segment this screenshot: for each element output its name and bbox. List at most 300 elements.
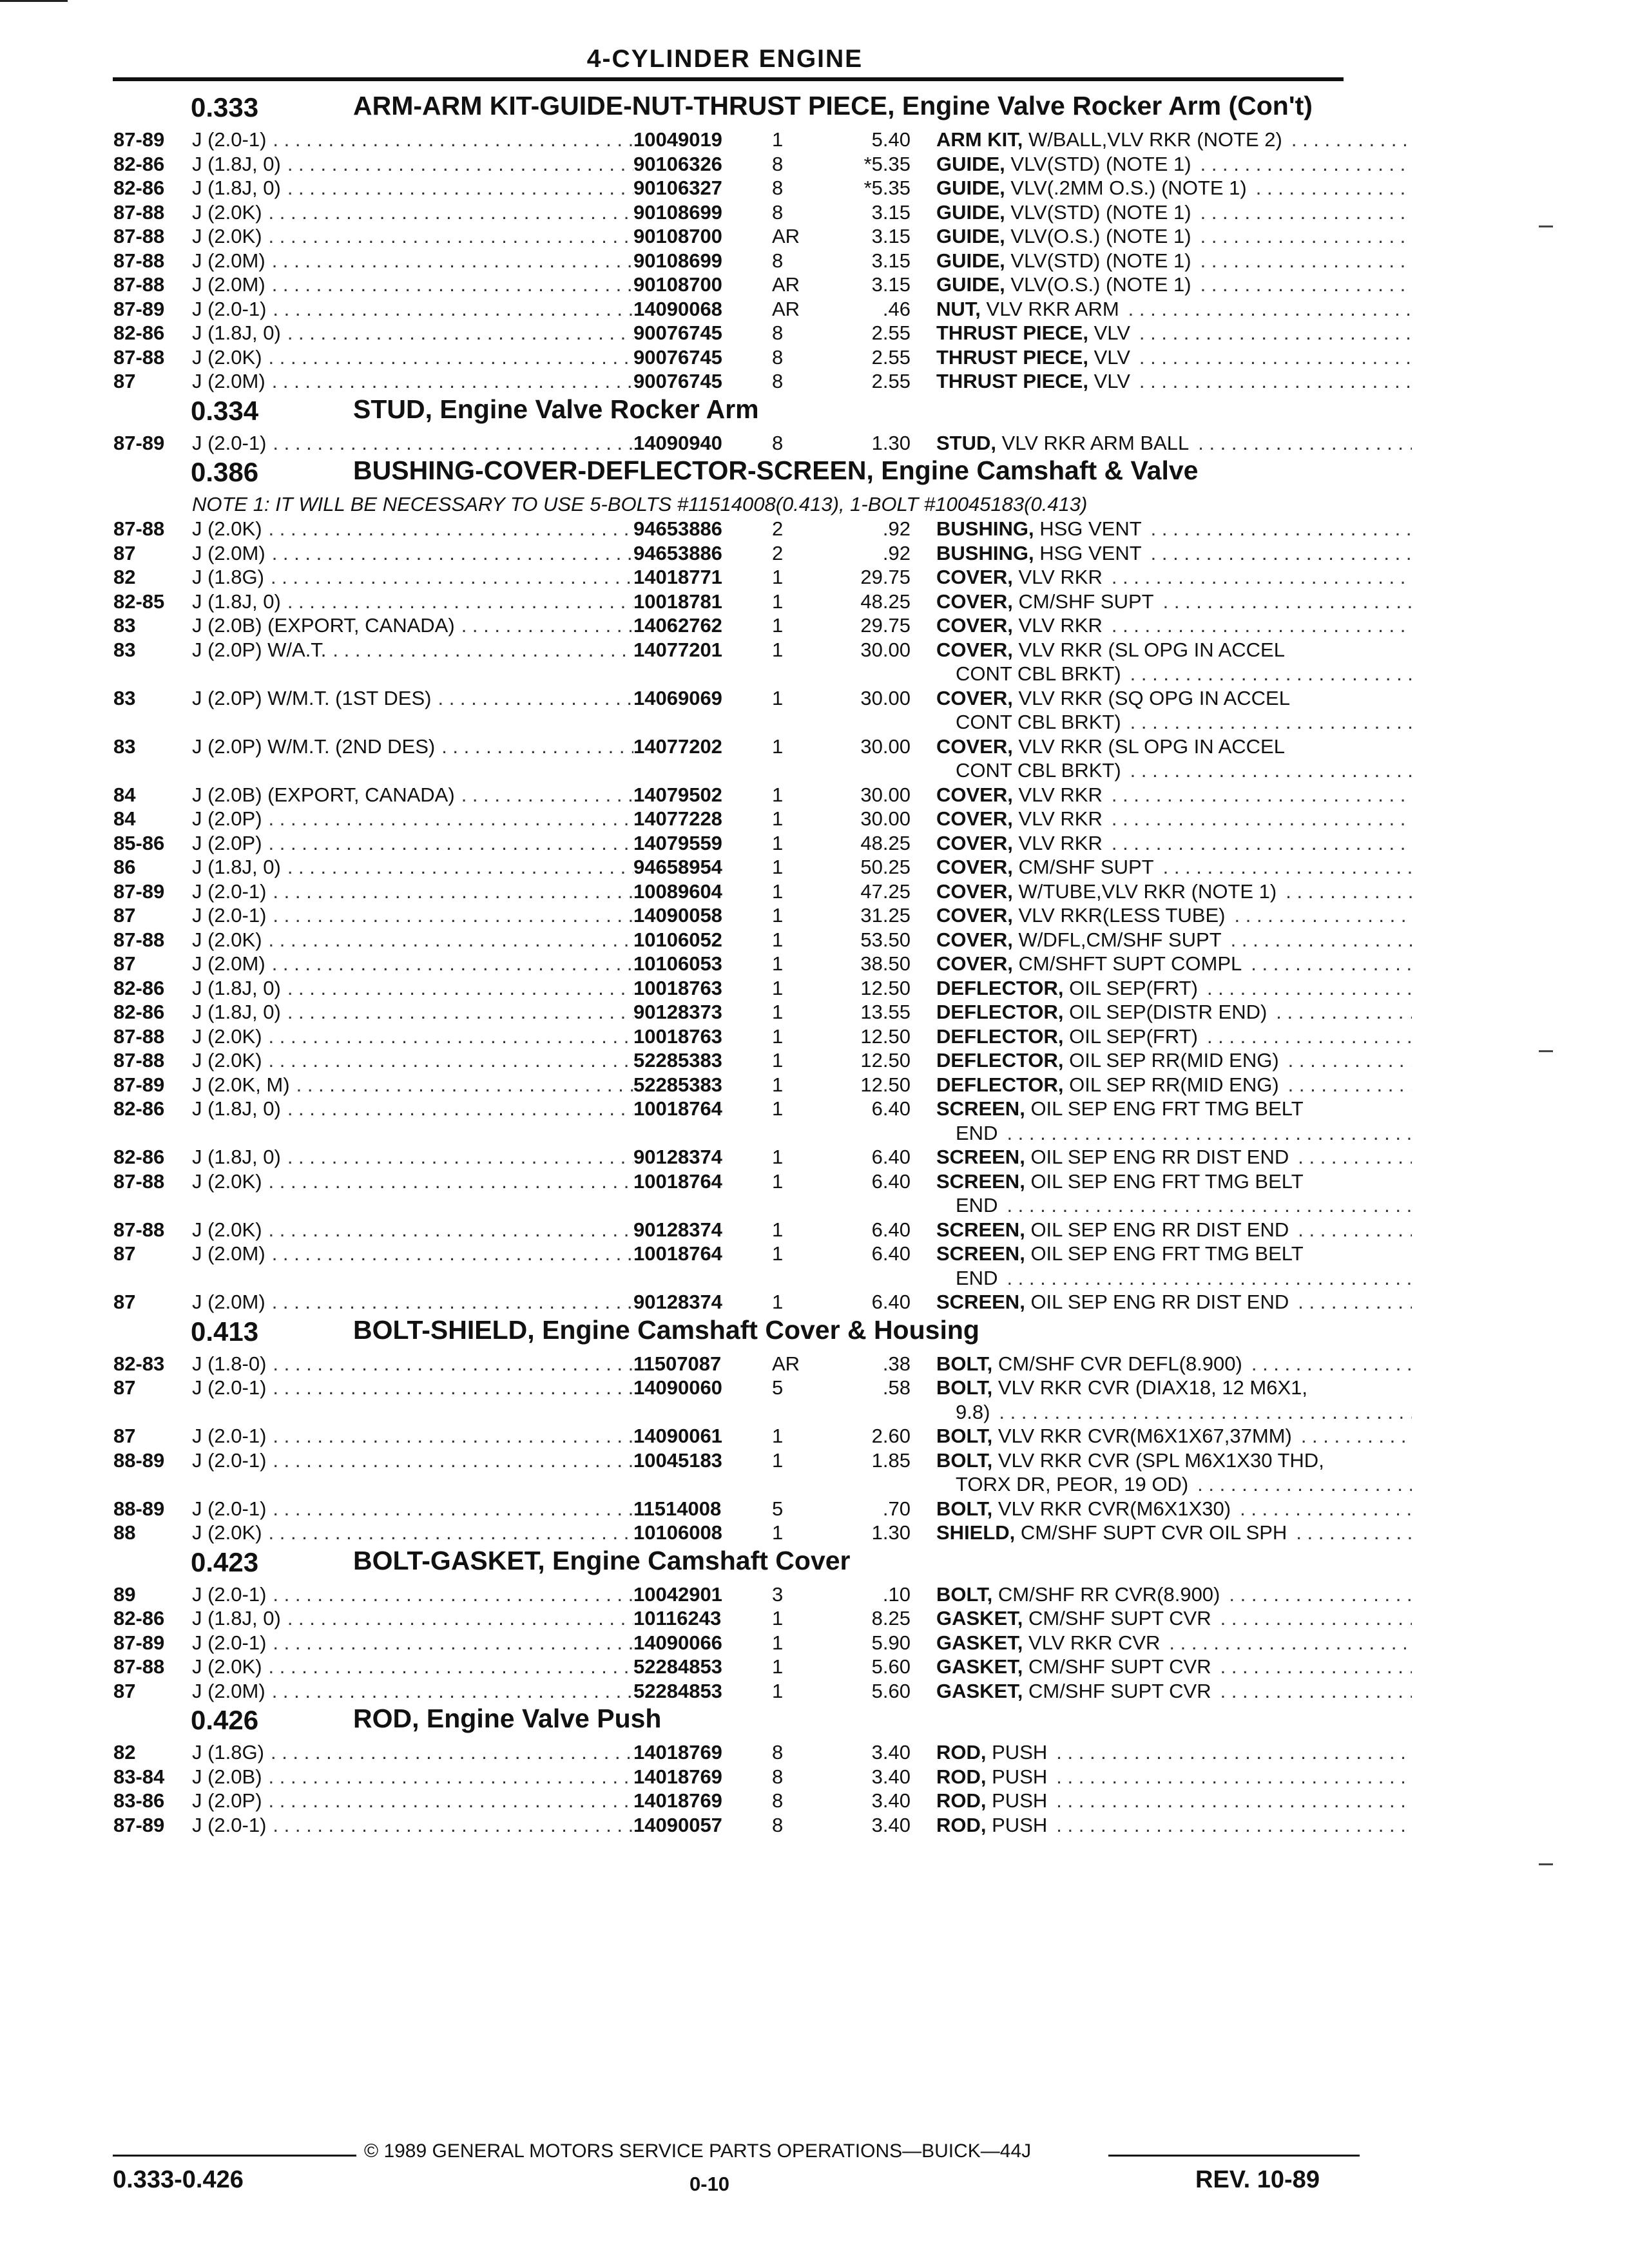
- quantity: 8: [772, 152, 784, 175]
- part-detail: VLV RKR ARM BALL: [1001, 431, 1190, 454]
- dot-leader: [262, 1765, 633, 1789]
- part-detail: VLV RKR (SL OPG IN ACCEL: [1018, 735, 1285, 758]
- description-text: [936, 1169, 1304, 1194]
- dot-leader: [290, 1073, 633, 1097]
- description-line: [936, 1582, 1412, 1607]
- dot-leader: [266, 1582, 633, 1607]
- engine-model: J (2.0K): [192, 345, 262, 369]
- model-cell: [192, 1765, 633, 1789]
- part-row: [113, 345, 1344, 370]
- description: [936, 1242, 1412, 1290]
- engine-model: J (2.0M): [192, 1242, 265, 1265]
- part-row: [113, 1521, 1344, 1545]
- model-years: 87-88: [113, 249, 165, 272]
- quantity: 1: [772, 1655, 784, 1678]
- part-name: COVER,: [936, 783, 1013, 806]
- price: 30.00: [860, 735, 911, 758]
- part-row: [113, 783, 1344, 807]
- description-line: [936, 1789, 1412, 1813]
- quantity: 1: [772, 1001, 784, 1023]
- page-title: 4-CYLINDER ENGINE: [586, 45, 863, 73]
- engine-model: J (2.0M): [192, 1291, 265, 1313]
- quantity: 1: [772, 904, 784, 927]
- description: [936, 1424, 1412, 1448]
- part-number: 10089604: [633, 879, 722, 903]
- part-row: [113, 176, 1344, 200]
- description-text: [936, 1655, 1211, 1679]
- part-row: [113, 1048, 1344, 1073]
- dot-leader: [1121, 662, 1412, 686]
- section-title: ARM-ARM KIT-GUIDE-NUT-THRUST PIECE, Engine Valve Rocker Arm (Con't): [353, 91, 1313, 120]
- catalog-section: [113, 1316, 1344, 1545]
- dot-leader: [998, 1266, 1412, 1291]
- description-line: [936, 321, 1412, 345]
- description: [936, 928, 1412, 952]
- part-detail: W/BALL,VLV RKR (NOTE 2): [1028, 128, 1282, 151]
- dot-leader: [262, 517, 633, 541]
- dot-leader: [1267, 1000, 1412, 1024]
- dot-leader: [265, 952, 633, 976]
- description: [936, 1218, 1412, 1242]
- model-years: 82-86: [113, 322, 165, 344]
- model-cell: [192, 152, 633, 177]
- description: [936, 1000, 1412, 1024]
- part-name: BOLT,: [936, 1352, 993, 1375]
- part-row: [113, 249, 1344, 273]
- dot-leader: [1242, 1352, 1412, 1376]
- model-cell: [192, 249, 633, 273]
- model-cell: [192, 903, 633, 928]
- part-name: COVER,: [936, 686, 1013, 709]
- quantity: 1: [772, 1631, 784, 1654]
- engine-model: J (2.0P): [192, 807, 262, 830]
- section-header: [113, 91, 1344, 124]
- part-row: [113, 297, 1344, 322]
- description: [936, 976, 1412, 1001]
- model-cell: [192, 1048, 633, 1073]
- part-row: [113, 1606, 1344, 1631]
- part-number: 11514008: [633, 1497, 722, 1520]
- description-line: [936, 928, 1412, 952]
- model-cell: [192, 976, 633, 1001]
- dot-leader: [265, 541, 633, 566]
- model-years: 87-88: [113, 345, 165, 369]
- part-detail: CM/SHF SUPT CVR: [1028, 1679, 1211, 1702]
- model-years: 87-89: [113, 1073, 165, 1096]
- part-row: [113, 1789, 1344, 1813]
- description-line: [936, 345, 1412, 370]
- engine-model: J (1.8-0): [192, 1352, 267, 1375]
- part-name: BOLT,: [936, 1376, 993, 1399]
- part-name: COVER,: [936, 879, 1013, 903]
- dot-leader: [435, 735, 633, 783]
- part-row: [113, 1097, 1344, 1145]
- description: [936, 1789, 1412, 1813]
- dot-leader: [1130, 345, 1412, 370]
- engine-model: J (1.8J, 0): [192, 1097, 281, 1120]
- engine-model: J (2.0P) W/M.T. (1ST DES): [192, 686, 432, 709]
- part-row: [113, 1765, 1344, 1789]
- price: 48.25: [860, 590, 911, 613]
- section-number: 0.423: [191, 1546, 259, 1577]
- description-text: [936, 565, 1103, 590]
- engine-model: J (2.0-1): [192, 297, 267, 320]
- part-number: 10018763: [633, 1024, 722, 1048]
- model-cell: [192, 735, 633, 783]
- part-name: BUSHING,: [936, 517, 1034, 540]
- engine-model: J (1.8J, 0): [192, 856, 281, 878]
- part-name: NUT,: [936, 297, 981, 320]
- part-name: COVER,: [936, 952, 1013, 975]
- model-years: 82: [113, 566, 136, 588]
- part-row: [113, 321, 1344, 345]
- description-line: [936, 541, 1412, 566]
- quantity: 8: [772, 431, 784, 454]
- part-detail: VLV(O.S.) (NOTE 1): [1010, 273, 1191, 296]
- engine-model: J (2.0M): [192, 273, 265, 296]
- model-cell: [192, 200, 633, 225]
- dot-leader: [262, 224, 633, 249]
- part-name: GASKET,: [936, 1631, 1023, 1654]
- description-line: [936, 1266, 1412, 1291]
- dot-leader: [1189, 431, 1412, 456]
- model-cell: [192, 224, 633, 249]
- description-text: [936, 1448, 1324, 1473]
- description-line: [936, 1497, 1412, 1521]
- price: .92: [882, 541, 911, 564]
- dot-leader: [266, 1376, 633, 1424]
- description: [936, 1073, 1412, 1097]
- part-number: 14018769: [633, 1741, 722, 1763]
- description-line: [936, 735, 1412, 759]
- part-row: [113, 1073, 1344, 1097]
- part-detail: OIL SEP(FRT): [1069, 1024, 1198, 1048]
- engine-model: J (2.0K): [192, 1218, 262, 1241]
- model-years: 83: [113, 638, 136, 661]
- description-text: [936, 613, 1103, 638]
- dot-leader: [1142, 541, 1412, 566]
- part-row: [113, 1813, 1344, 1838]
- part-name: GUIDE,: [936, 273, 1005, 296]
- section-header: [113, 1316, 1344, 1348]
- dot-leader: [266, 903, 633, 928]
- part-name: DEFLECTOR,: [936, 1024, 1064, 1048]
- price: .92: [882, 517, 911, 540]
- part-number: 14018769: [633, 1789, 722, 1812]
- quantity: 1: [772, 976, 784, 999]
- description: [936, 1097, 1412, 1145]
- part-number: 10045183: [633, 1448, 722, 1472]
- model-cell: [192, 1655, 633, 1679]
- model-years: 84: [113, 783, 136, 806]
- description-line: [936, 831, 1412, 856]
- model-years: 82-86: [113, 1097, 165, 1120]
- description-text: [936, 345, 1130, 370]
- section-number: 0.334: [191, 395, 259, 426]
- model-years: 88-89: [113, 1448, 165, 1472]
- model-years: 82-86: [113, 1607, 165, 1629]
- engine-model: J (2.0K): [192, 1024, 262, 1048]
- quantity: 1: [772, 1049, 784, 1072]
- dot-leader: [266, 1631, 633, 1655]
- dot-leader: [1103, 807, 1412, 831]
- model-cell: [192, 952, 633, 976]
- part-row: [113, 590, 1344, 614]
- part-number: 14090061: [633, 1425, 722, 1447]
- part-detail: CONT CBL BRKT): [956, 759, 1121, 782]
- quantity: 1: [772, 1169, 784, 1193]
- part-number: 14077201: [633, 638, 722, 661]
- dot-leader: [1242, 952, 1412, 976]
- description-line: [936, 1679, 1412, 1704]
- part-name: SCREEN,: [936, 1146, 1025, 1168]
- part-name: GASKET,: [936, 1607, 1023, 1629]
- part-name: GASKET,: [936, 1655, 1023, 1678]
- part-detail: PUSH: [992, 1813, 1048, 1836]
- price: 12.50: [860, 1049, 911, 1072]
- description-text: [956, 1400, 990, 1425]
- part-detail: VLV: [1094, 345, 1130, 369]
- catalog-section: [113, 456, 1344, 1314]
- part-name: COVER,: [936, 590, 1013, 613]
- part-detail: VLV RKR ARM: [986, 297, 1119, 320]
- part-name: THRUST PIECE,: [936, 345, 1088, 369]
- engine-model: J (2.0K, M): [192, 1073, 290, 1096]
- part-detail: CONT CBL BRKT): [956, 711, 1121, 733]
- part-number: 14090940: [633, 431, 722, 454]
- price: .10: [882, 1582, 911, 1606]
- dot-leader: [1279, 1073, 1412, 1097]
- description: [936, 855, 1412, 879]
- description-text: [936, 1424, 1292, 1448]
- part-detail: 9.8): [956, 1400, 990, 1423]
- part-detail: CM/SHF SUPT CVR: [1028, 1655, 1211, 1678]
- model-cell: [192, 855, 633, 879]
- model-cell: [192, 783, 633, 807]
- margin-tick: [1539, 1050, 1553, 1052]
- description-line: [936, 273, 1412, 297]
- dot-leader: [1279, 1048, 1412, 1073]
- part-row: [113, 128, 1344, 152]
- model-years: 87-88: [113, 273, 165, 296]
- part-name: SCREEN,: [936, 1291, 1025, 1313]
- dot-leader: [455, 613, 633, 638]
- engine-model: J (2.0K): [192, 1169, 262, 1193]
- description-line: [936, 431, 1412, 456]
- footer-page-number: 0-10: [689, 2173, 730, 2195]
- dot-leader: [1103, 783, 1412, 807]
- quantity: 1: [772, 952, 784, 975]
- description: [936, 1448, 1412, 1497]
- part-number: 14090068: [633, 297, 722, 320]
- part-row: [113, 565, 1344, 590]
- part-name: GUIDE,: [936, 249, 1005, 272]
- model-cell: [192, 1097, 633, 1145]
- model-years: 87: [113, 1291, 136, 1313]
- price: 12.50: [860, 976, 911, 999]
- description: [936, 903, 1412, 928]
- part-row: [113, 928, 1344, 952]
- quantity: 1: [772, 783, 784, 806]
- description: [936, 1813, 1412, 1838]
- description-text: [936, 928, 1222, 952]
- dot-leader: [1160, 1631, 1412, 1655]
- model-cell: [192, 1376, 633, 1424]
- dot-leader: [1191, 200, 1412, 225]
- part-name: GUIDE,: [936, 177, 1005, 199]
- part-detail: VLV RKR CVR (DIAX18, 12 M6X1,: [998, 1376, 1307, 1399]
- engine-model: J (2.0K): [192, 928, 262, 951]
- model-years: 87-88: [113, 517, 165, 540]
- part-name: COVER,: [936, 566, 1013, 588]
- part-name: DEFLECTOR,: [936, 1073, 1064, 1096]
- description-text: [936, 1765, 1047, 1789]
- description-line: [936, 710, 1412, 735]
- model-cell: [192, 613, 633, 638]
- part-row: [113, 879, 1344, 904]
- part-detail: VLV RKR CVR(M6X1X67,37MM): [998, 1425, 1292, 1447]
- model-cell: [192, 1606, 633, 1631]
- price: 3.40: [871, 1741, 911, 1763]
- engine-model: J (2.0P): [192, 831, 262, 854]
- engine-model: J (2.0K): [192, 225, 262, 247]
- model-cell: [192, 369, 633, 394]
- model-years: 82-83: [113, 1352, 165, 1375]
- quantity: 1: [772, 1146, 784, 1168]
- model-cell: [192, 345, 633, 370]
- dot-leader: [1121, 758, 1412, 783]
- part-name: ROD,: [936, 1741, 987, 1763]
- price: 50.25: [860, 856, 911, 878]
- price: 29.75: [860, 614, 911, 637]
- description: [936, 1048, 1412, 1073]
- part-number: 90076745: [633, 370, 722, 392]
- quantity: 8: [772, 1765, 784, 1788]
- dot-leader: [262, 1218, 633, 1242]
- model-cell: [192, 297, 633, 322]
- part-number: 14079502: [633, 783, 722, 806]
- engine-model: J (1.8J, 0): [192, 1146, 281, 1168]
- part-name: SCREEN,: [936, 1097, 1025, 1120]
- quantity: 8: [772, 322, 784, 344]
- model-years: 87-88: [113, 928, 165, 951]
- part-row: [113, 807, 1344, 831]
- model-cell: [192, 1813, 633, 1838]
- price: 6.40: [871, 1242, 911, 1265]
- part-number: 10018781: [633, 590, 722, 613]
- part-row: [113, 1169, 1344, 1218]
- dot-leader: [990, 1400, 1412, 1425]
- part-detail: END: [956, 1266, 998, 1289]
- section-title: STUD, Engine Valve Rocker Arm: [353, 394, 759, 424]
- engine-model: J (1.8J, 0): [192, 322, 281, 344]
- part-row: [113, 613, 1344, 638]
- description-text: [956, 758, 1121, 783]
- price: 30.00: [860, 638, 911, 661]
- description: [936, 517, 1412, 541]
- part-detail: VLV RKR (SL OPG IN ACCEL: [1018, 638, 1285, 661]
- price: *5.35: [863, 152, 911, 175]
- part-detail: CM/SHF SUPT: [1018, 856, 1154, 878]
- price: 12.50: [860, 1024, 911, 1048]
- quantity: 1: [772, 686, 784, 709]
- description: [936, 1765, 1412, 1789]
- part-detail: W/DFL,CM/SHF SUPT: [1018, 928, 1222, 951]
- model-years: 87-89: [113, 1631, 165, 1654]
- price: 29.75: [860, 566, 911, 588]
- dot-leader: [1289, 1218, 1412, 1242]
- price: 47.25: [860, 879, 911, 903]
- part-name: BOLT,: [936, 1448, 993, 1472]
- dot-leader: [1191, 249, 1412, 273]
- part-detail: PUSH: [992, 1789, 1048, 1812]
- part-name: GUIDE,: [936, 225, 1005, 247]
- part-row: [113, 976, 1344, 1001]
- price: 6.40: [871, 1097, 911, 1120]
- description-text: [936, 1218, 1289, 1242]
- description-line: [936, 1424, 1412, 1448]
- dot-leader: [998, 1193, 1412, 1218]
- model-years: 84: [113, 807, 136, 830]
- price: 5.60: [871, 1679, 911, 1702]
- description-text: [936, 1631, 1160, 1655]
- part-row: [113, 224, 1344, 249]
- engine-model: J (2.0P) W/M.T. (2ND DES): [192, 735, 436, 758]
- part-row: [113, 273, 1344, 297]
- description: [936, 431, 1412, 456]
- price: 3.15: [871, 249, 911, 272]
- part-name: DEFLECTOR,: [936, 976, 1064, 999]
- engine-model: J (2.0K): [192, 1655, 262, 1678]
- model-cell: [192, 1169, 633, 1218]
- part-detail: VLV RKR: [1018, 783, 1103, 806]
- part-detail: CM/SHF CVR DEFL(8.900): [998, 1352, 1242, 1375]
- dot-leader: [1047, 1813, 1412, 1838]
- part-detail: OIL SEP ENG FRT TMG BELT: [1030, 1169, 1304, 1193]
- part-number: 94653886: [633, 517, 722, 540]
- quantity: 1: [772, 128, 784, 151]
- description-text: [936, 1048, 1279, 1073]
- price: .46: [882, 297, 911, 320]
- price: 13.55: [860, 1001, 911, 1023]
- engine-model: J (2.0M): [192, 541, 265, 564]
- model-years: 87: [113, 370, 136, 392]
- part-number: 10018764: [633, 1169, 722, 1193]
- footer-section-range: 0.333-0.426: [113, 2166, 244, 2193]
- part-name: SHIELD,: [936, 1521, 1016, 1544]
- description-line: [936, 297, 1412, 322]
- part-name: COVER,: [936, 638, 1013, 661]
- description-text: [936, 1073, 1279, 1097]
- model-cell: [192, 273, 633, 297]
- model-years: 87-88: [113, 1049, 165, 1072]
- quantity: 2: [772, 517, 784, 540]
- description-text: [936, 879, 1277, 904]
- quantity: 1: [772, 590, 784, 613]
- description-line: [936, 1631, 1412, 1655]
- part-detail: END: [956, 1121, 998, 1144]
- part-row: [113, 1424, 1344, 1448]
- description-text: [936, 1521, 1287, 1545]
- dot-leader: [1211, 1679, 1412, 1704]
- model-cell: [192, 1024, 633, 1049]
- description-text: [936, 638, 1285, 662]
- model-years: 88: [113, 1521, 136, 1544]
- description: [936, 1352, 1412, 1376]
- part-detail: CM/SHF SUPT CVR: [1028, 1607, 1211, 1629]
- description-text: [936, 1582, 1220, 1607]
- part-name: THRUST PIECE,: [936, 322, 1088, 344]
